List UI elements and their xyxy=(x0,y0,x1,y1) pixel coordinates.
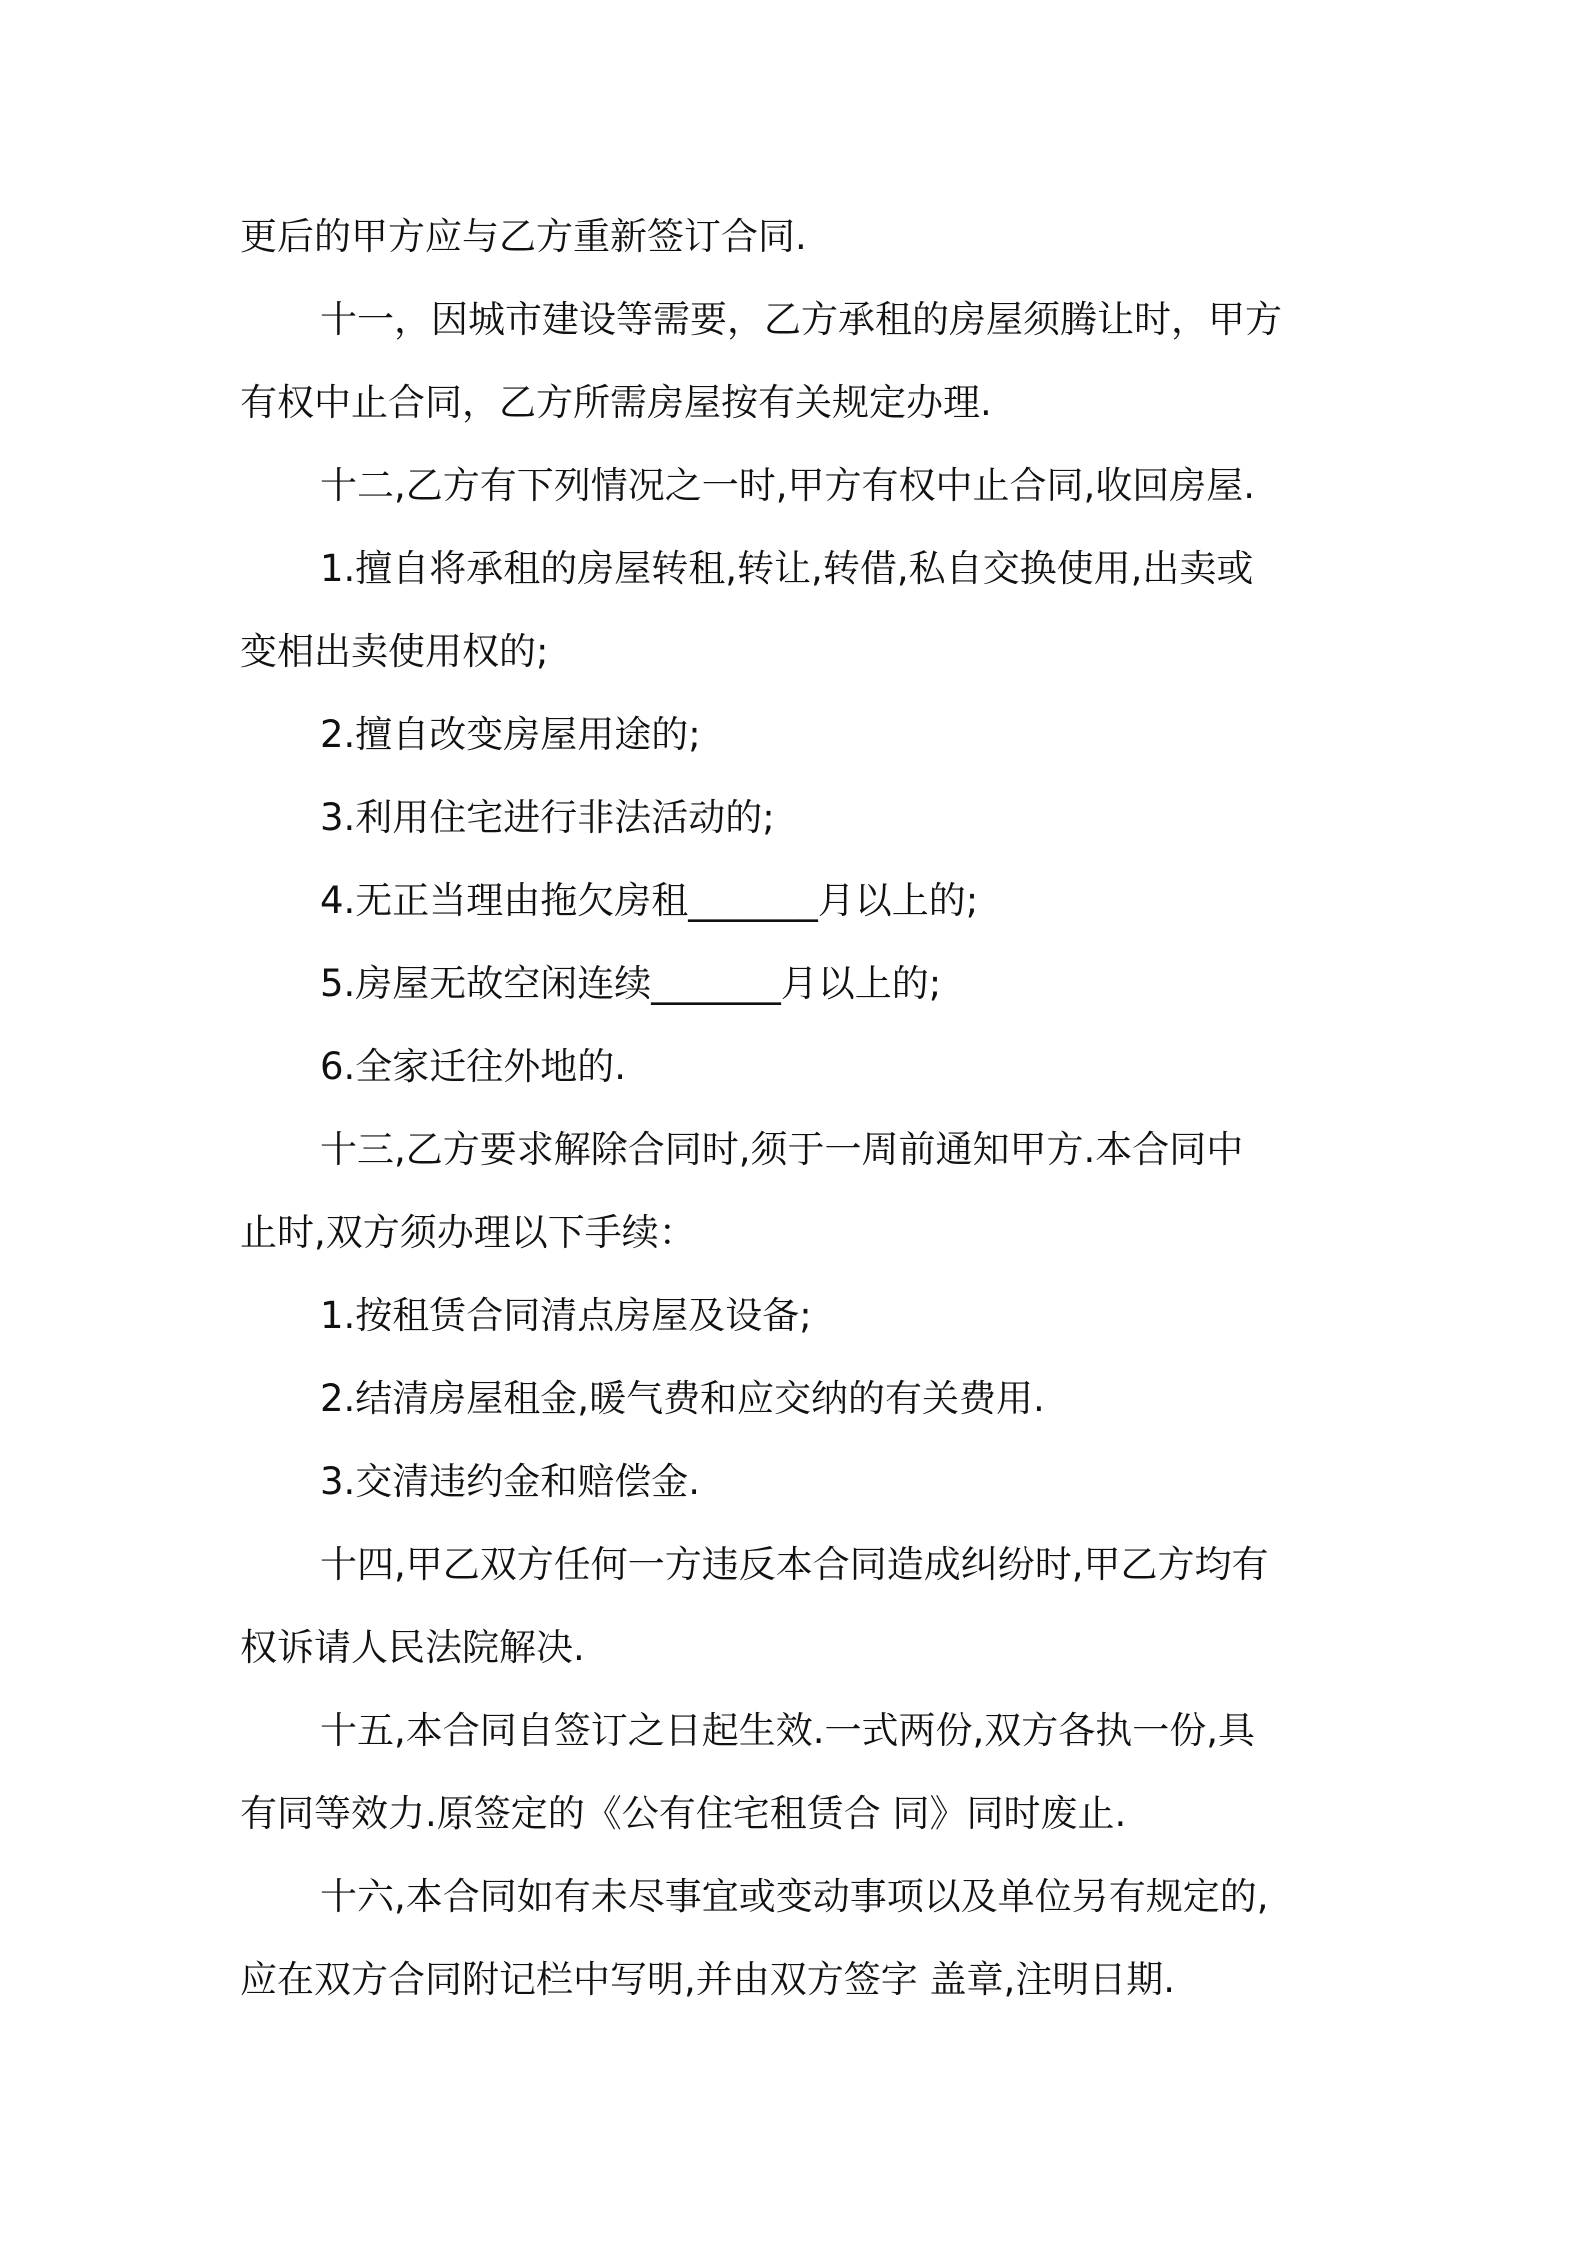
text-line-13: 止时,双方须办理以下手续： xyxy=(240,1211,696,1254)
text-line-15: 2.结清房屋租金,暖气费和应交纳的有关费用. xyxy=(320,1377,1045,1420)
text-line-5: 1.擅自将承租的房屋转租,转让,转借,私自交换使用,出卖或 xyxy=(320,547,1254,590)
text-line-3: 有权中止合同，乙方所需房屋按有关规定办理. xyxy=(240,381,992,424)
text-line-14: 1.按租赁合同清点房屋及设备; xyxy=(320,1294,812,1337)
text-line-11: 6.全家迁往外地的. xyxy=(320,1045,627,1088)
text-line-22: 应在双方合同附记栏中写明,并由双方签字 盖章,注明日期. xyxy=(240,1958,1176,2001)
text-line-16: 3.交清违约金和赔偿金. xyxy=(320,1460,701,1503)
text-line-10: 5.房屋无故空闲连续_______月以上的; xyxy=(320,962,942,1005)
text-line-1: 更后的甲方应与乙方重新签订合同. xyxy=(240,215,807,258)
text-line-2: 十一，因城市建设等需要，乙方承租的房屋须腾让时，甲方 xyxy=(320,298,1282,341)
text-line-20: 有同等效力.原签定的《公有住宅租赁合 同》同时废止. xyxy=(240,1792,1127,1835)
text-line-18: 权诉请人民法院解决. xyxy=(240,1626,585,1669)
text-line-19: 十五,本合同自签订之日起生效.一式两份,双方各执一份,具 xyxy=(320,1709,1256,1752)
text-line-4: 十二,乙方有下列情况之一时,甲方有权中止合同,收回房屋. xyxy=(320,464,1256,507)
text-line-7: 2.擅自改变房屋用途的; xyxy=(320,713,701,756)
text-line-9: 4.无正当理由拖欠房租_______月以上的; xyxy=(320,879,979,922)
text-line-8: 3.利用住宅进行非法活动的; xyxy=(320,796,775,839)
text-line-12: 十三,乙方要求解除合同时,须于一周前通知甲方.本合同中 xyxy=(320,1128,1244,1171)
contract-text xyxy=(240,195,1360,2021)
text-line-17: 十四,甲乙双方任何一方违反本合同造成纠纷时,甲乙方均有 xyxy=(320,1543,1269,1586)
text-line-6: 变相出卖使用权的; xyxy=(240,630,549,673)
text-line-21: 十六,本合同如有未尽事宜或变动事项以及单位另有规定的, xyxy=(320,1875,1269,1918)
